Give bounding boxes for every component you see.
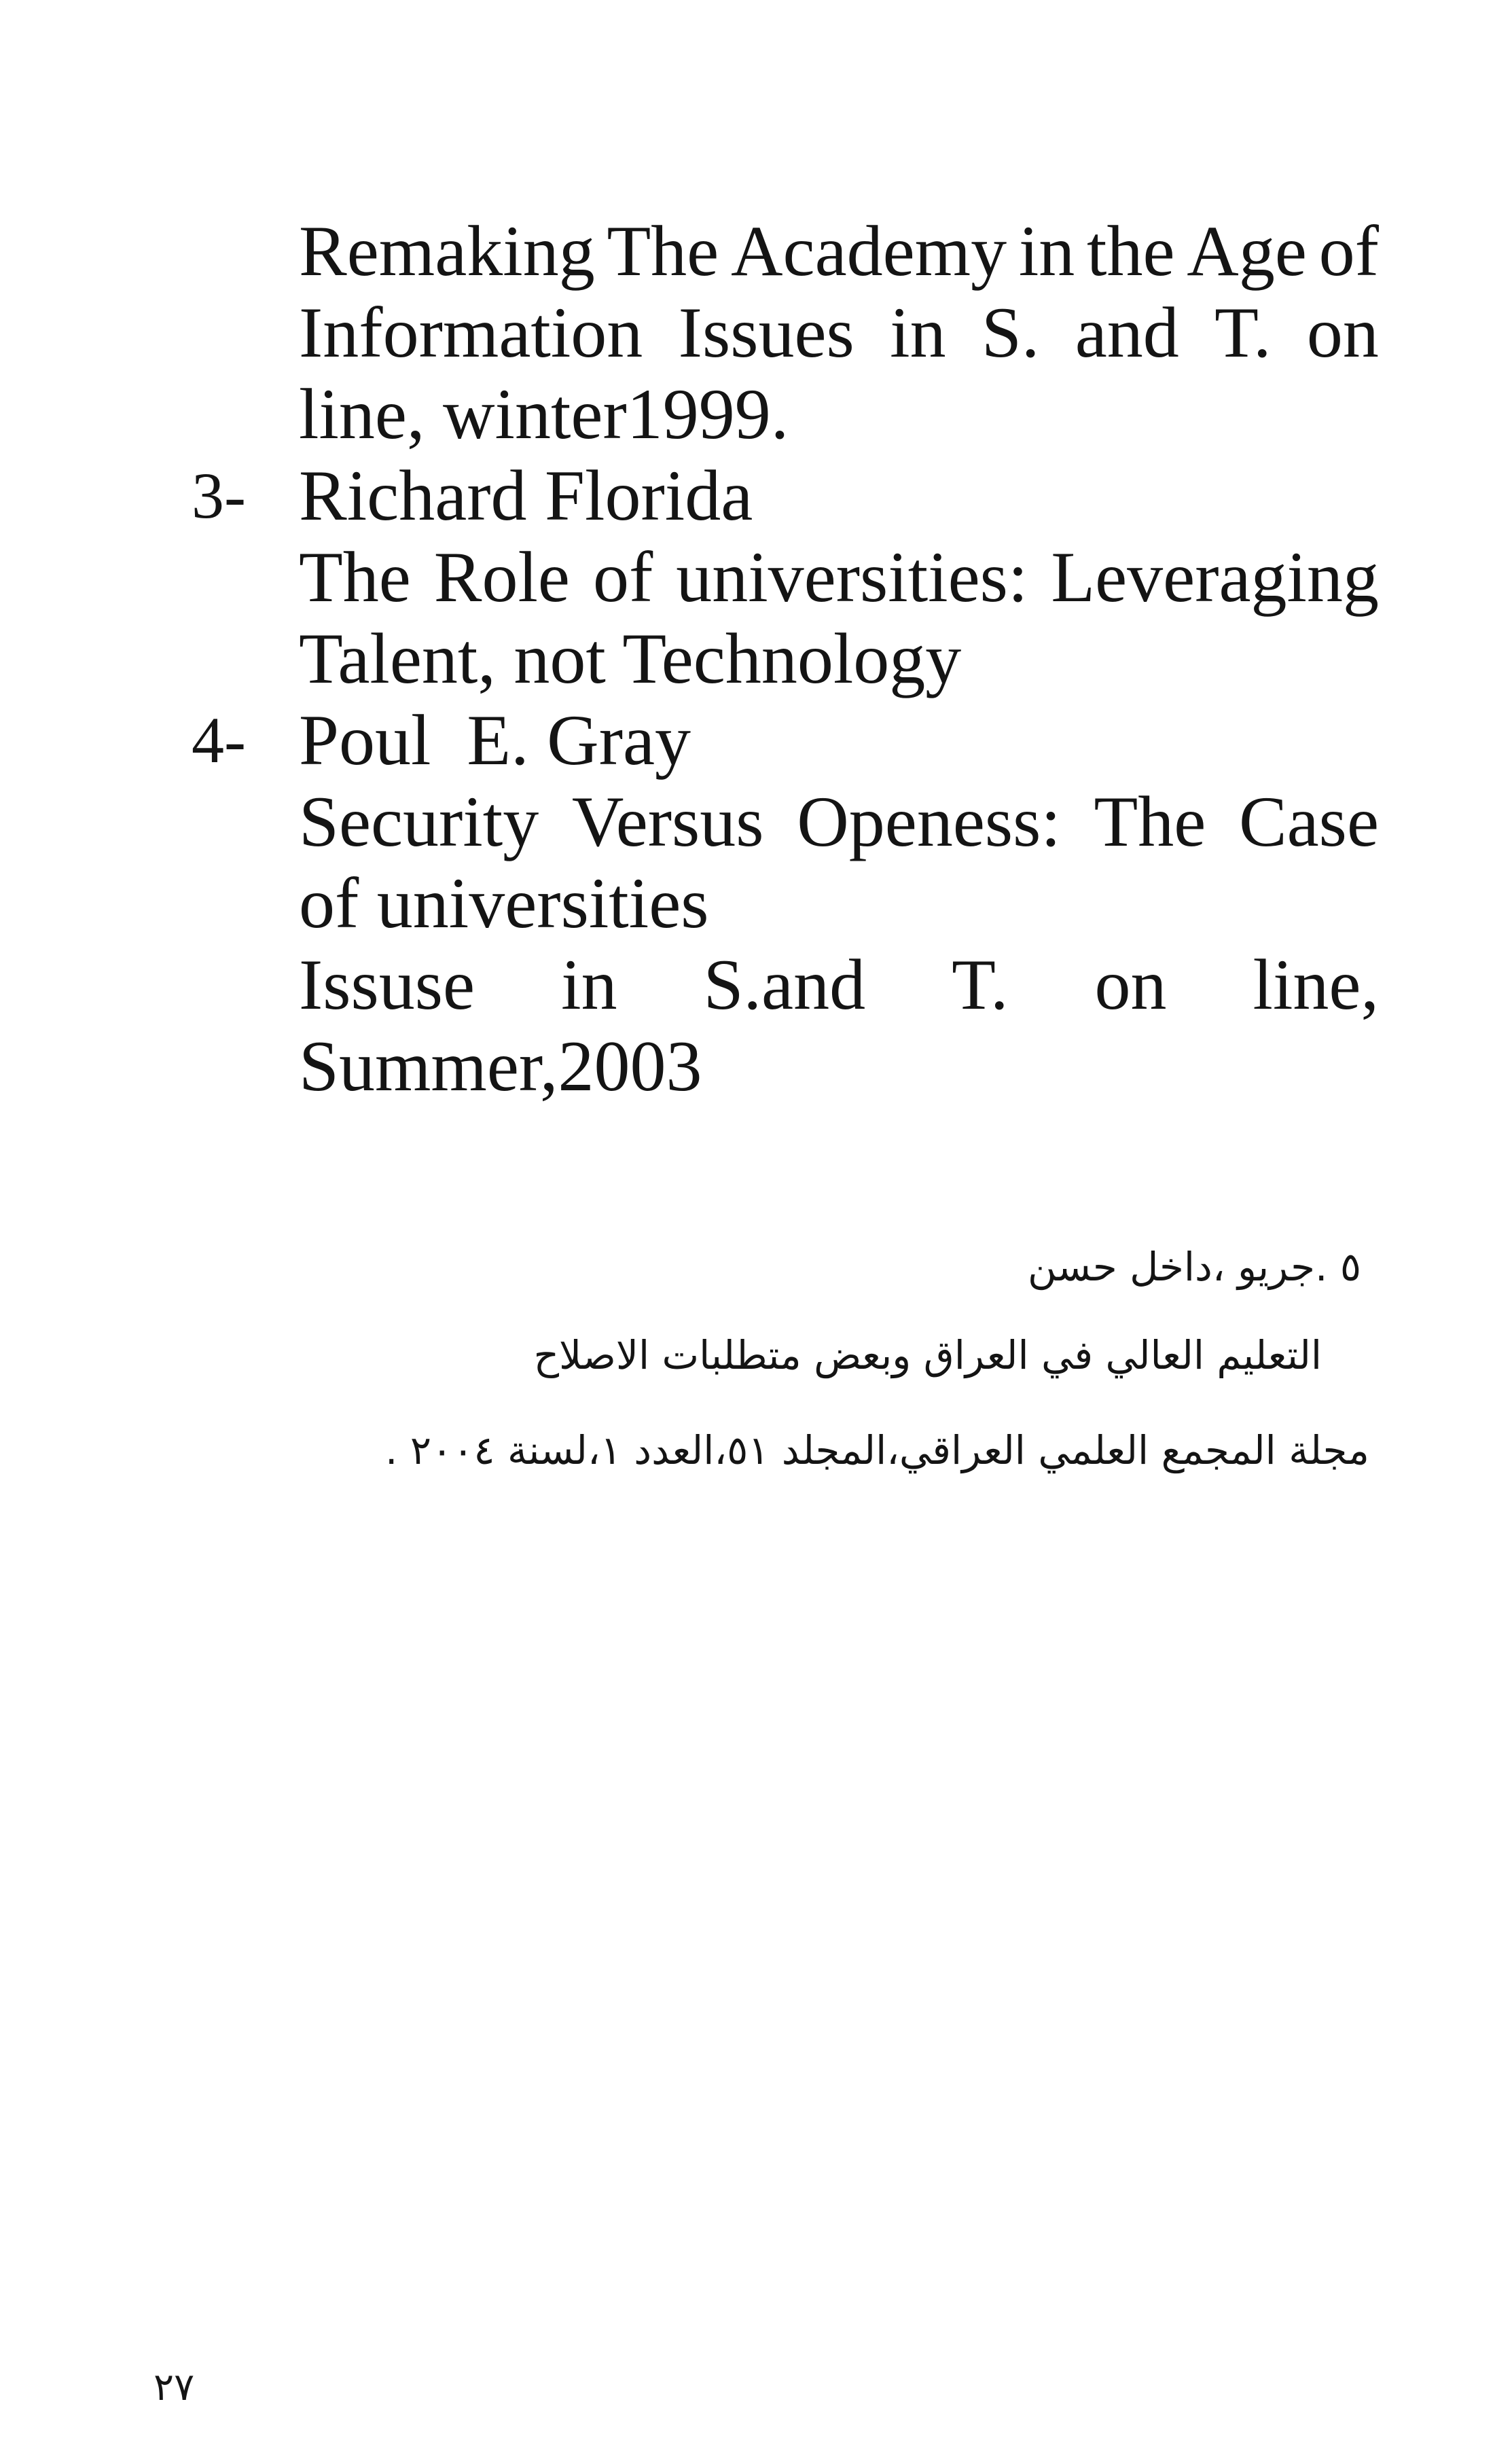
word: in: [890, 293, 946, 372]
ref3-number: 3-: [192, 459, 246, 532]
ref3-author: Richard Florida: [299, 456, 753, 535]
arabic-ref-line-1: ٥ .جريو ،داخل حسن: [1027, 1244, 1361, 1290]
ref4-source-line-2: Summer,2003: [299, 1026, 702, 1106]
ref4-number: 4-: [192, 704, 246, 776]
word: on: [1094, 945, 1167, 1024]
arabic-ref-line-3: مجلة المجمع العلمي العراقي،المجلد ٥١،العدد ١،لسنة ٢٠٠٤ .: [385, 1427, 1369, 1473]
word: Case: [1238, 782, 1379, 861]
word: T.: [1214, 293, 1272, 372]
word: The: [1094, 782, 1206, 861]
ref2-title-line-1: [299, 211, 1379, 292]
word: on: [1306, 293, 1379, 372]
word: of: [1318, 211, 1379, 291]
arabic-ref-line-2: التعليم العالي في العراق وبعض متطلبات الاصلاح: [533, 1332, 1322, 1378]
ref4-title-line-2: of universities: [299, 863, 709, 943]
word: The: [299, 537, 411, 617]
ref2-title-line-2: [299, 292, 1379, 374]
word: in: [561, 945, 617, 1024]
word: Age: [1187, 211, 1307, 291]
word: Remaking: [299, 211, 595, 291]
ref3-title-line-2: Talent, not Technology: [299, 619, 962, 698]
ref2-source-line: line, winter1999.: [299, 374, 789, 454]
word: Issues: [678, 293, 854, 372]
word: the: [1087, 211, 1175, 291]
word: universities:: [676, 537, 1028, 617]
ref4-source-line-1: [299, 944, 1379, 1026]
word: in: [1018, 211, 1075, 291]
word: line,: [1253, 945, 1379, 1024]
word: Issuse: [299, 945, 475, 1024]
word: Openess:: [797, 782, 1061, 861]
word: Information: [299, 293, 643, 372]
word: and: [1075, 293, 1179, 372]
word: S.: [981, 293, 1040, 372]
word: Security: [299, 782, 539, 861]
word: T.: [952, 945, 1009, 1024]
word: The: [607, 211, 719, 291]
ref4-title-line-1: [299, 781, 1379, 863]
ref3-title-line-1: [299, 537, 1379, 618]
page-number: ٢٧: [154, 2365, 195, 2409]
word: Leveraging: [1051, 537, 1379, 617]
word: of: [592, 537, 653, 617]
word: Role: [433, 537, 570, 617]
word: Versus: [571, 782, 764, 861]
word: S.and: [703, 945, 866, 1024]
word: Academy: [730, 211, 1007, 291]
ref4-author: Poul E. Gray: [299, 700, 691, 780]
